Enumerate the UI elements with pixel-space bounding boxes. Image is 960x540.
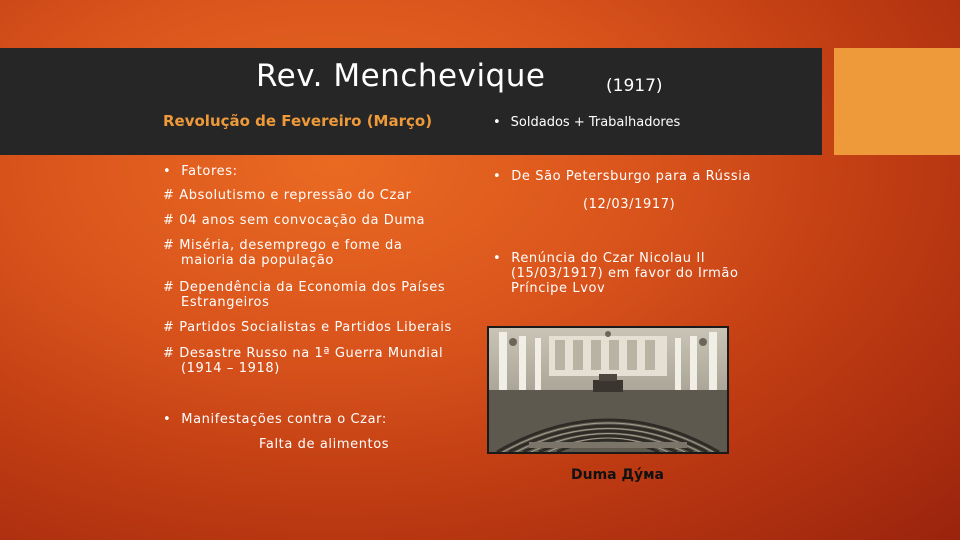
- slide-title: Rev. Menchevique: [256, 58, 546, 94]
- factor-item: # 04 anos sem convocação da Duma: [163, 213, 426, 228]
- manifestacoes-detail: Falta de alimentos: [259, 437, 390, 452]
- accent-block: [834, 48, 960, 155]
- right-bullet-petersburgo: • De São Petersburgo para a Rússia: [493, 169, 751, 184]
- slide-subheading: Revolução de Fevereiro (Março): [163, 112, 433, 130]
- duma-chamber-illustration: [489, 328, 727, 452]
- factor-item: # Desastre Russo na 1ª Guerra Mundial (1914 – 1918): [163, 346, 444, 376]
- slide-title-year: (1917): [606, 76, 663, 96]
- duma-caption: Duma Ду́ма: [571, 467, 664, 483]
- factor-item: # Absolutismo e repressão do Czar: [163, 188, 412, 203]
- fatores-label: • Fatores:: [163, 164, 238, 179]
- factor-item: # Dependência da Economia dos Países Estrangeiros: [163, 280, 446, 310]
- duma-chamber-photo: [487, 326, 729, 454]
- manifestacoes-label: • Manifestações contra o Czar:: [163, 412, 387, 427]
- right-bullet-renuncia: • Renúncia do Czar Nicolau II (15/03/1917) em favor do Irmão Príncipe Lvov: [493, 251, 739, 296]
- renuncia-text: Renúncia do Czar Nicolau II (15/03/1917) em favor do Irmão Príncipe Lvov: [511, 251, 739, 296]
- factor-item: # Miséria, desemprego e fome da maioria da população: [163, 238, 403, 268]
- right-bullet-date: (12/03/1917): [583, 197, 676, 212]
- factor-item: # Partidos Socialistas e Partidos Liberais: [163, 320, 452, 335]
- right-bullet-soldados: • Soldados + Trabalhadores: [493, 115, 680, 130]
